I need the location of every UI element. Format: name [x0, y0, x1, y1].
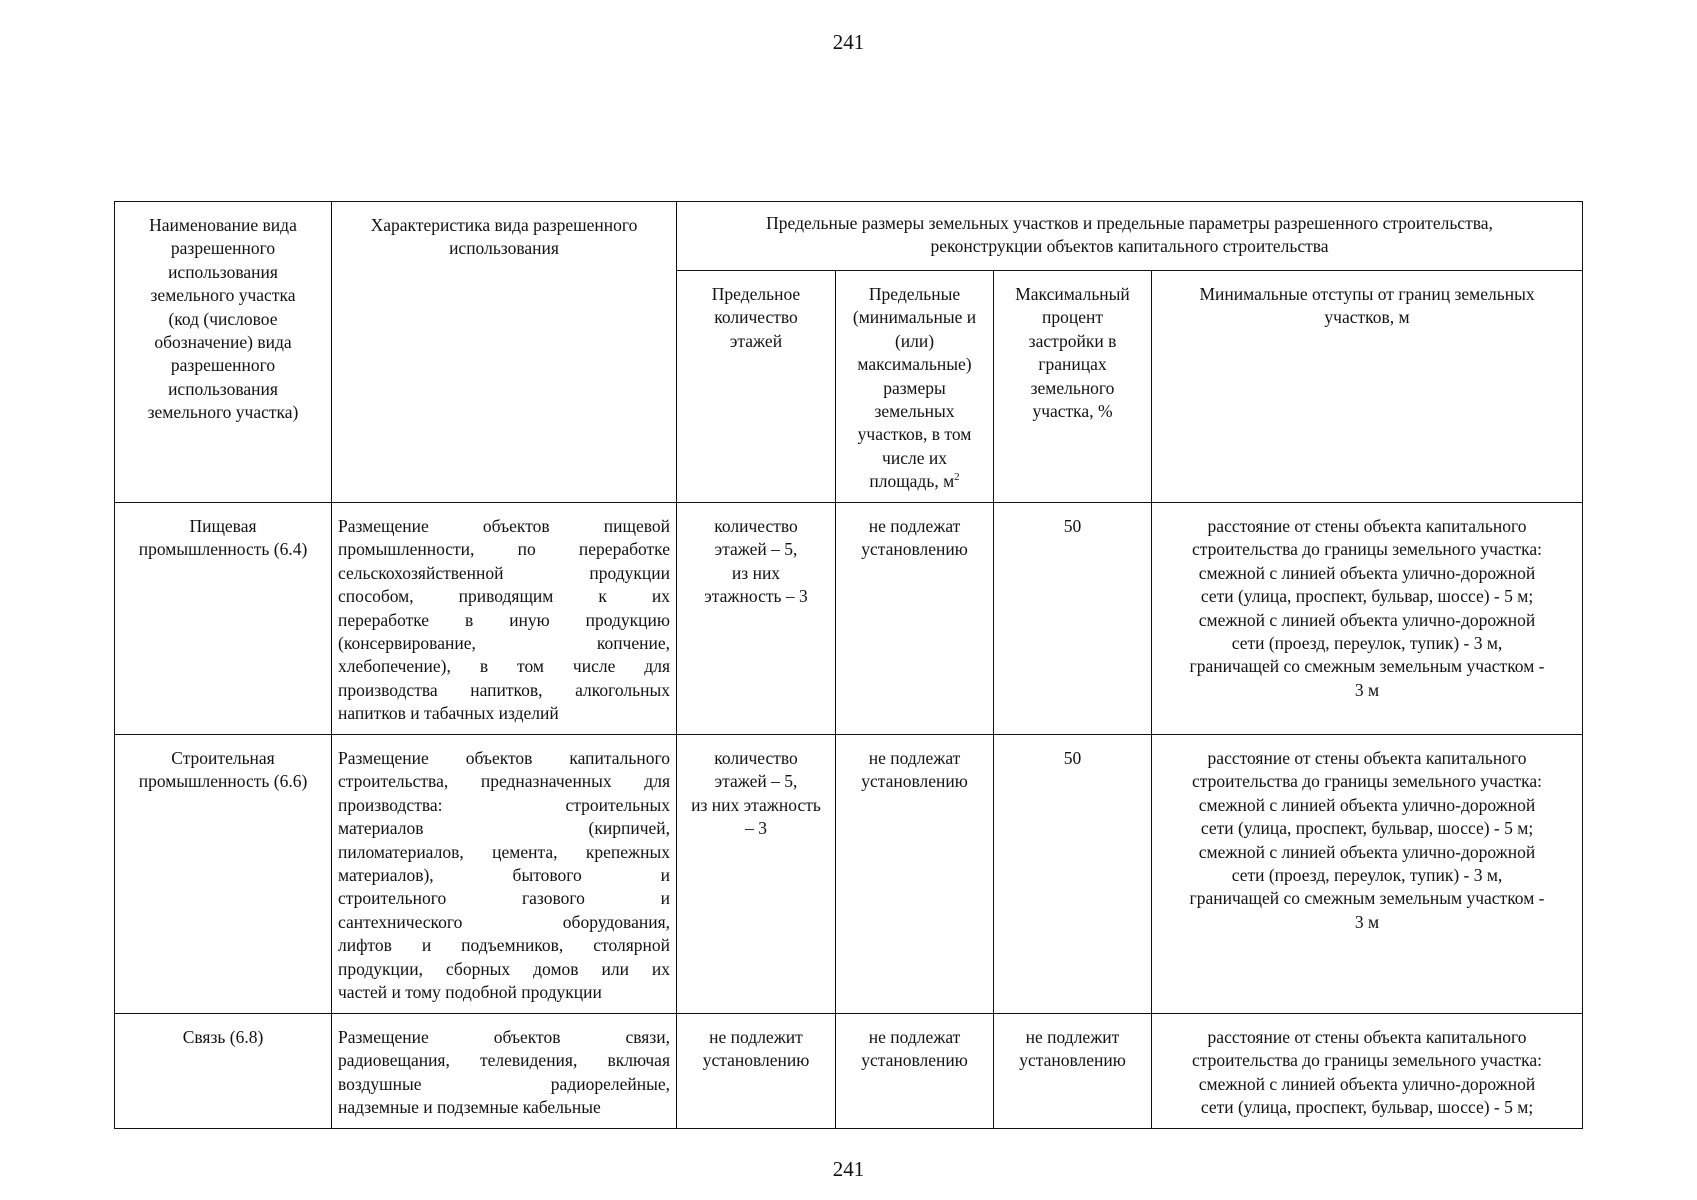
text-line: разрешенного [170, 355, 276, 376]
text-line: продукции, сборных домов или их [338, 958, 670, 979]
row-setbacks [1152, 1014, 1583, 1129]
row-coverage-percent [994, 503, 1152, 735]
text-line: разрешенного [170, 238, 276, 259]
text-line: производства: строительных [338, 794, 670, 815]
text-line: участка, % [1032, 401, 1113, 422]
text-line: участков, м [1324, 307, 1410, 328]
text-line: из них этажность [691, 794, 821, 815]
text-line: пиломатериалов, цемента, крепежных [338, 841, 670, 862]
text-line: (консервирование, копчение, [338, 633, 670, 654]
text-line: количество [714, 516, 798, 536]
text-line: напитков и табачных изделий [338, 703, 559, 724]
text-line: 50 [1063, 516, 1082, 536]
text-line: размеры [883, 377, 946, 398]
text-line: хлебопечение), в том числе для [338, 656, 670, 677]
table-row [115, 1014, 1583, 1129]
row-description [332, 503, 677, 735]
text-line: частей и тому подобной продукции [338, 982, 602, 1003]
text-line: Связь (6.8) [182, 1027, 264, 1047]
text-line: Пищевая [189, 516, 257, 536]
text-line: максимальные) [857, 354, 972, 375]
row-plot-size [836, 735, 994, 1014]
text-line: смежной с линией объекта улично-дорожной [1198, 794, 1536, 815]
text-line: Размещение объектов капитального [338, 748, 670, 768]
row-plot-size [836, 503, 994, 735]
text-line: строительства до границы земельного участка: [1192, 539, 1543, 560]
text-line: расстояние от стены объекта капитального [1207, 748, 1527, 768]
page-number-top: 241 [832, 30, 865, 54]
text-line: Размещение объектов пищевой [338, 516, 670, 536]
header-row [115, 202, 1583, 271]
row-floors [677, 503, 836, 735]
text-line: не подлежит [1025, 1027, 1120, 1047]
row-land-use-name [115, 1014, 332, 1129]
text-line: строительства до границы земельного участка: [1192, 1050, 1543, 1071]
text-line: (код (числовое [168, 308, 278, 329]
text-line: из них [731, 562, 781, 583]
text-line: сети (проезд, переулок, тупик) - 3 м, [1231, 633, 1503, 654]
text-line: количество [714, 748, 798, 768]
row-coverage-percent [994, 1014, 1152, 1129]
text-line: 3 м [1354, 679, 1380, 700]
text-line: установлению [861, 1050, 968, 1071]
text-line: смежной с линией объекта улично-дорожной [1198, 609, 1536, 630]
text-line: Предельное [711, 284, 801, 304]
text-line: этажей – 5, [714, 539, 798, 560]
text-line: промышленность (6.6) [138, 771, 308, 792]
text-line: земельных [874, 401, 955, 422]
header-floors [677, 271, 836, 503]
text-line: (или) [894, 330, 935, 351]
text-line: границах [1038, 354, 1107, 375]
text-line: этажность – 3 [704, 586, 808, 607]
text-line: (минимальные и [852, 307, 977, 328]
header-land-use-name [115, 202, 332, 503]
text-line: смежной с линией объекта улично-дорожной [1198, 841, 1536, 862]
text-line: расстояние от стены объекта капитального [1207, 1027, 1527, 1047]
text-line: использования [449, 238, 559, 259]
text-line: строительства до границы земельного участка: [1192, 771, 1543, 792]
text-line: процент [1041, 307, 1103, 328]
text-line: количество [714, 307, 798, 328]
row-floors [677, 1014, 836, 1129]
text-line: воздушные радиорелейные, [338, 1073, 670, 1094]
text-line: способом, приводящим к их [338, 586, 670, 607]
text-line: Максимальный [1015, 284, 1130, 304]
text-line: участков, в том [857, 424, 972, 445]
text-line: земельного участка) [147, 402, 299, 423]
row-setbacks [1152, 503, 1583, 735]
text-line: Предельные [868, 284, 961, 304]
text-line: строительного газового и [338, 888, 670, 909]
text-line: не подлежат [868, 516, 961, 536]
text-line: реконструкции объектов капитального строительства [930, 236, 1329, 257]
header-land-use-description [332, 202, 677, 503]
header-plot-size: Предельные (минимальные и (или) максимальные) размеры земельных участков, в том числе их площадь, $м^2$ [836, 271, 994, 503]
table-row [115, 735, 1583, 1014]
text-line: этажей [729, 330, 783, 351]
text-line: земельного участка [150, 285, 296, 306]
text-line: материалов (кирпичей, [338, 818, 670, 839]
text-line: 50 [1063, 748, 1082, 768]
text-line: установлению [861, 771, 968, 792]
text-line: использования [168, 378, 278, 399]
text-line: радиовещания, телевидения, включая [338, 1050, 670, 1071]
header-setbacks [1152, 271, 1583, 503]
header-limit-parameters [677, 202, 1583, 271]
row-description [332, 1014, 677, 1129]
text-line: установлению [861, 539, 968, 560]
text-line: Размещение объектов связи, [338, 1027, 670, 1047]
text-line: не подлежат [868, 1027, 961, 1047]
text-line: не подлежит [709, 1027, 803, 1047]
text-line: застройки в [1028, 330, 1117, 351]
text-line: не подлежат [868, 748, 961, 768]
text-line: Наименование вида [149, 215, 297, 235]
row-land-use-name [115, 735, 332, 1014]
row-floors [677, 735, 836, 1014]
text-line: установлению [702, 1050, 810, 1071]
row-description [332, 735, 677, 1014]
text-line: материалов), бытового и [338, 865, 670, 886]
text-line: сантехнического оборудования, [338, 911, 670, 932]
text-line: производства напитков, алкогольных [338, 679, 670, 700]
text-line: сети (улица, проспект, бульвар, шоссе) - 5 м; [1200, 1097, 1534, 1118]
text-line: строительства, предназначенных для [338, 771, 670, 792]
page-number-bottom: 241 [832, 1157, 865, 1181]
text-line: земельного [1030, 377, 1115, 398]
text-line: – 3 [745, 818, 767, 839]
row-plot-size [836, 1014, 994, 1129]
header-coverage-percent [994, 271, 1152, 503]
row-land-use-name [115, 503, 332, 735]
text-line: сельскохозяйственной продукции [338, 562, 670, 583]
text-line: числе их [882, 447, 947, 468]
text-line: Минимальные отступы от границ земельных [1199, 284, 1535, 304]
text-line: Строительная [171, 748, 275, 768]
text-line: расстояние от стены объекта капитального [1207, 516, 1527, 536]
table-row [115, 503, 1583, 735]
text-line: смежной с линией объекта улично-дорожной [1198, 1073, 1536, 1094]
text-line: сети (проезд, переулок, тупик) - 3 м, [1231, 865, 1503, 886]
text-line: Характеристика вида разрешенного [370, 215, 638, 235]
text-line: промышленность (6.4) [138, 539, 308, 560]
text-line: установлению [1019, 1050, 1126, 1071]
text-line: надземные и подземные кабельные [338, 1097, 601, 1118]
row-coverage-percent [994, 735, 1152, 1014]
text-line: сети (улица, проспект, бульвар, шоссе) - 5 м; [1200, 586, 1534, 607]
zoning-regulations-table [114, 201, 1583, 1129]
text-line: Предельные размеры земельных участков и предельные параметры разрешенного строительства, [766, 213, 1493, 233]
text-line: лифтов и подъемников, столярной [338, 935, 670, 956]
text-line: переработке в иную продукцию [338, 609, 670, 630]
row-setbacks [1152, 735, 1583, 1014]
text-line: граничащей со смежным земельным участком - [1189, 656, 1545, 677]
text-line: этажей – 5, [714, 771, 798, 792]
text-line: смежной с линией объекта улично-дорожной [1198, 562, 1536, 583]
text-line: обозначение) вида [154, 332, 292, 353]
text-line: 3 м [1354, 911, 1380, 932]
text-line: граничащей со смежным земельным участком - [1189, 888, 1545, 909]
text-line: промышленности, по переработке [338, 539, 670, 560]
text-line: использования [168, 261, 278, 282]
text-line: сети (улица, проспект, бульвар, шоссе) - 5 м; [1200, 818, 1534, 839]
